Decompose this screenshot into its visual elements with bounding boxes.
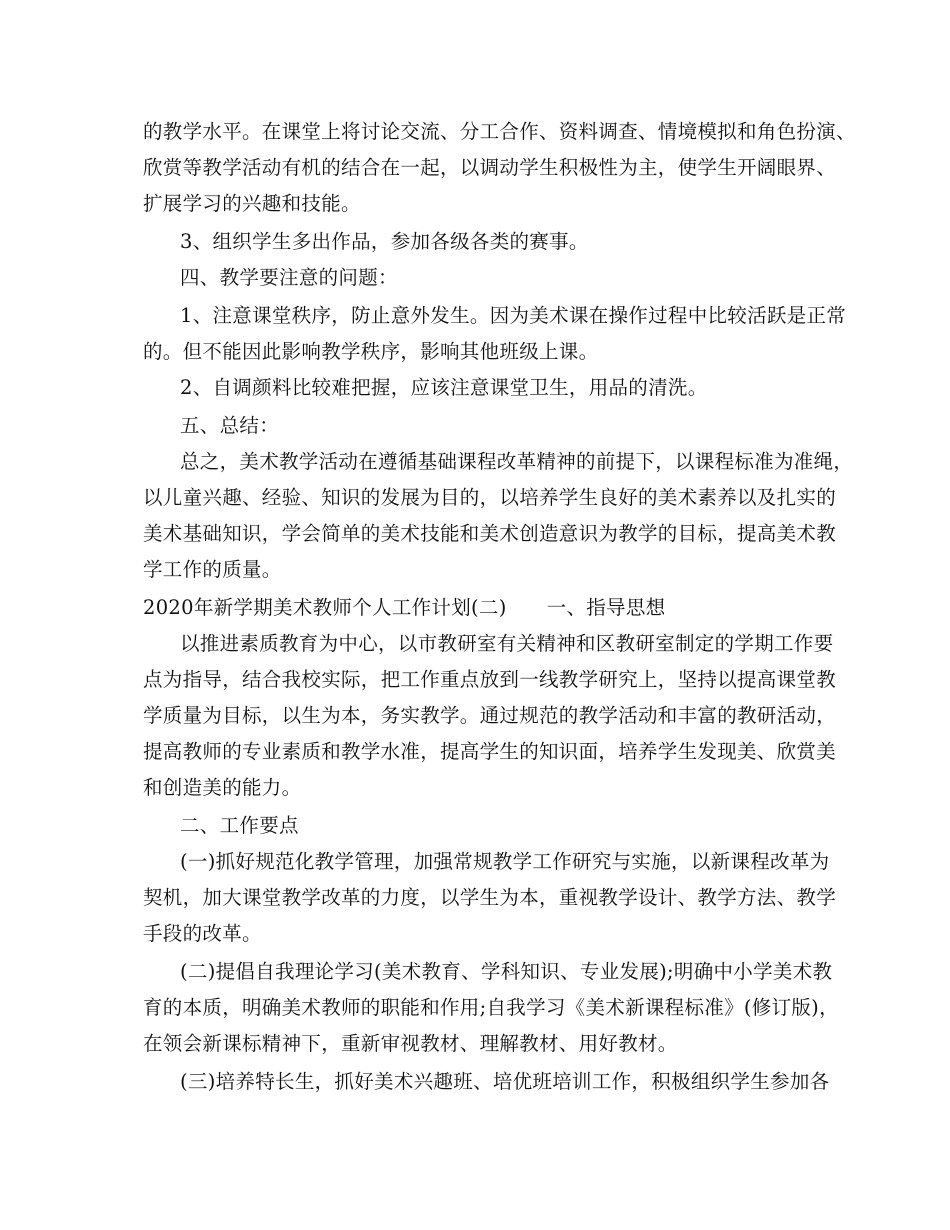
text-line: 契机，加大课堂教学改革的力度，以学生为本，重视教学设计、教学方法、教学 [143,886,837,909]
text-line: (二)提倡自我理论学习(美术教育、学科知识、专业发展);明确中小学美术教 [180,960,833,983]
text-line: 总之，美术教学活动在遵循基础课程改革精神的前提下，以课程标准为准绳， [180,450,854,473]
section-heading: 四、教学要注意的问题： [180,266,398,289]
text-line: 提高教师的专业素质和教学水准，提高学生的知识面，培养学生发现美、欣赏美 [143,740,837,763]
document-title-line [143,594,823,622]
text-line: 学工作的质量。 [143,558,282,581]
text-line: 1、注意课堂秩序，防止意外发生。因为美术课在操作过程中比较活跃是正常 [180,304,847,327]
text-line: (一)抓好规范化教学管理，加强常规教学工作研究与实施，以新课程改革为 [180,850,830,873]
section-heading: 一、指导思想 [546,596,666,619]
text-line: 的。但不能因此影响教学秩序，影响其他班级上课。 [143,340,599,363]
text-line: (三)培养特长生，抓好美术兴趣班、培优班培训工作，积极组织学生参加各 [180,1070,830,1093]
text-line: 欣赏等教学活动有机的结合在一起，以调动学生积极性为主，使学生开阔眼界、 [143,156,837,179]
document-title: 2020年新学期美术教师个人工作计划(二) [143,596,507,619]
text-line: 和创造美的能力。 [143,776,302,799]
text-line: 美术基础知识，学会简单的美术技能和美术创造意识为教学的目标，提高美术教 [143,522,837,545]
text-line: 2、自调颜料比较难把握，应该注意课堂卫生，用品的清洗。 [180,376,708,399]
text-line: 在领会新课标精神下，重新审视教材、理解教材、用好教材。 [143,1032,678,1055]
text-line: 手段的改革。 [143,922,262,945]
text-line: 3、组织学生多出作品，参加各级各类的赛事。 [180,230,589,253]
text-line: 以推进素质教育为中心，以市教研室有关精神和区教研室制定的学期工作要 [180,632,834,655]
text-line: 学质量为目标，以生为本，务实教学。通过规范的教学活动和丰富的教研活动， [143,704,837,727]
section-heading: 二、工作要点 [180,814,299,837]
text-line: 的教学水平。在课堂上将讨论交流、分工合作、资料调查、情境模拟和角色扮演、 [143,120,856,143]
text-line: 以儿童兴趣、经验、知识的发展为目的，以培养学生良好的美术素养以及扎实的 [143,486,837,509]
section-heading: 五、总结： [180,414,280,437]
text-line: 点为指导，结合我校实际，把工作重点放到一线教学研究上，坚持以提高课堂教 [143,668,837,691]
text-line: 育的本质，明确美术教师的职能和作用;自我学习《美术新课程标准》(修订版)， [143,996,839,1019]
text-line: 扩展学习的兴趣和技能。 [143,192,361,215]
